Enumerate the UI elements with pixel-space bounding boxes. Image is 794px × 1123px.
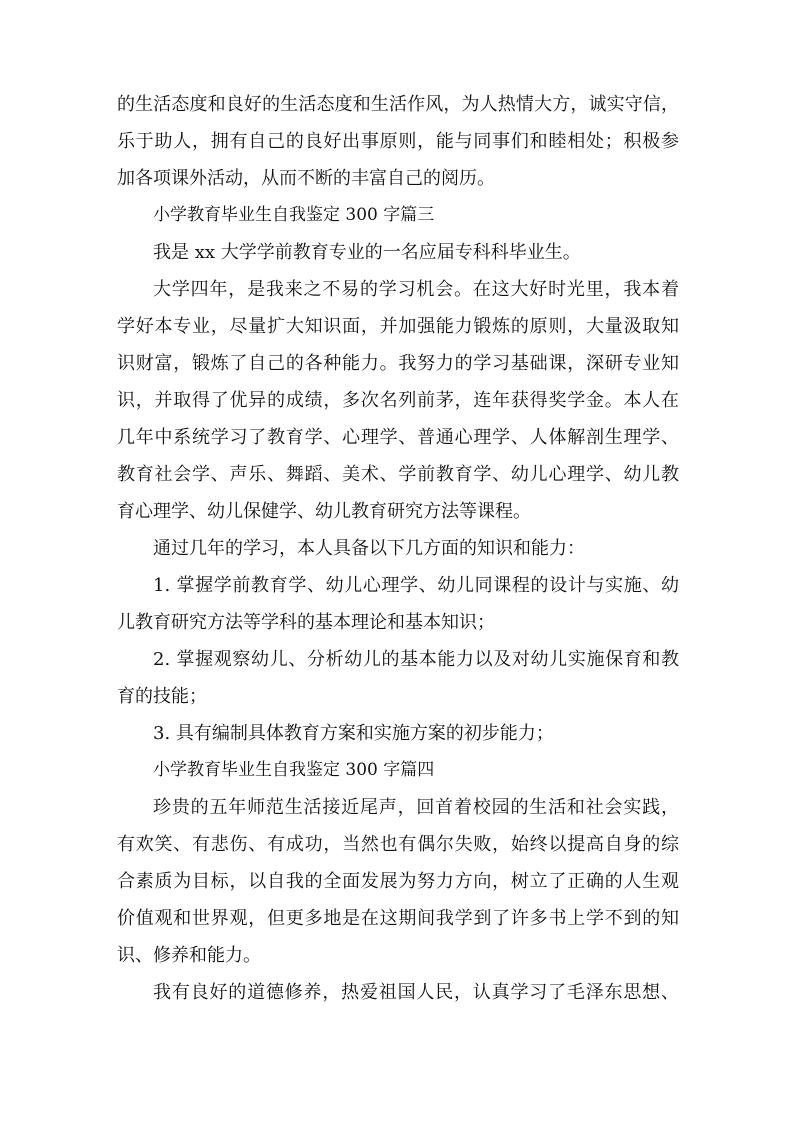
text-line: 儿教育研究方法等学科的基本理论和基本知识；: [117, 612, 495, 633]
text-line: 通过几年的学习，本人具备以下几方面的知识和能力：: [153, 538, 585, 559]
text-line: 育的技能；: [117, 686, 207, 707]
text-line: 珍贵的五年师范生活接近尾声，回首着校园的生活和社会实践，: [153, 797, 679, 818]
text-line: 识财富，锻炼了自己的各种能力。我努力的学习基础课，深研专业知: [117, 353, 679, 374]
text-line: 识、修养和能力。: [117, 945, 261, 966]
text-line: 乐于助人，拥有自己的良好出事原则，能与同事们和睦相处；积极参: [117, 131, 679, 152]
text-line: 的生活态度和良好的生活态度和生活作风，为人热情大方，诚实守信，: [117, 94, 679, 115]
text-line: 识，并取得了优异的成绩，多次名列前茅，连年获得奖学金。本人在: [117, 390, 679, 411]
text-line: 有欢笑、有悲伤、有成功，当然也有偶尔失败，始终以提高自身的综: [117, 834, 679, 855]
text-line: 育心理学、幼儿保健学、幼儿教育研究方法等课程。: [117, 501, 531, 522]
text-line: 我有良好的道德修养，热爱祖国人民，认真学习了毛泽东思想、: [153, 982, 679, 1003]
text-line: 几年中系统学习了教育学、心理学、普通心理学、人体解剖生理学、: [117, 427, 679, 448]
text-line: 我是 xx 大学学前教育专业的一名应届专科科毕业生。: [153, 242, 581, 263]
text-line: 学好本专业，尽量扩大知识面，并加强能力锻炼的原则，大量汲取知: [117, 316, 679, 337]
section-heading: 小学教育毕业生自我鉴定 300 字篇四: [153, 760, 435, 780]
text-line: 1. 掌握学前教育学、幼儿心理学、幼儿同课程的设计与实施、幼: [153, 575, 679, 596]
document-body: [117, 86, 679, 1011]
text-line: 2. 掌握观察幼儿、分析幼儿的基本能力以及对幼儿实施保育和教: [153, 649, 679, 670]
text-line: 加各项课外活动，从而不断的丰富自己的阅历。: [117, 168, 495, 189]
text-line: 大学四年，是我来之不易的学习机会。在这大好时光里，我本着: [153, 279, 679, 300]
text-line: 3. 具有编制具体教育方案和实施方案的初步能力；: [153, 723, 554, 744]
text-line: 价值观和世界观，但更多地是在这期间我学到了许多书上学不到的知: [117, 908, 679, 929]
text-line: 教育社会学、声乐、舞蹈、美术、学前教育学、幼儿心理学、幼儿教: [117, 464, 679, 485]
text-line: 合素质为目标，以自我的全面发展为努力方向，树立了正确的人生观: [117, 871, 679, 892]
section-heading: 小学教育毕业生自我鉴定 300 字篇三: [153, 205, 435, 225]
